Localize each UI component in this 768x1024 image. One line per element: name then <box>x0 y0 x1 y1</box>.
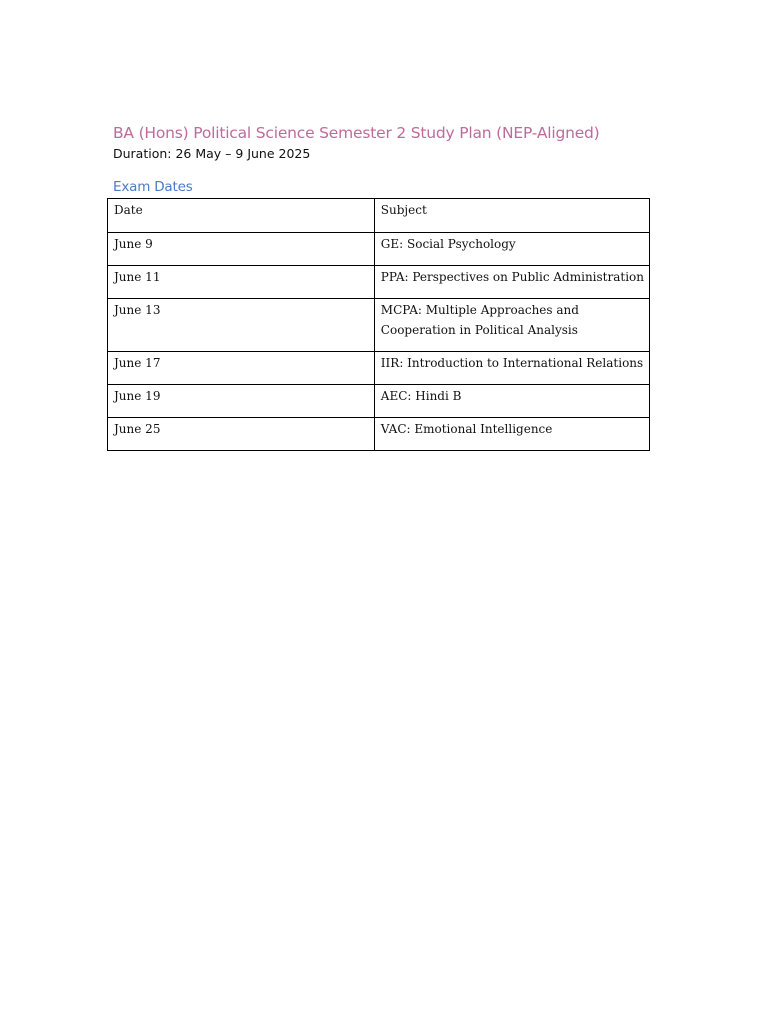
subject-cell <box>374 299 649 352</box>
table-row <box>108 352 650 385</box>
exam-dates-table <box>107 198 650 451</box>
date-cell: June 9 <box>108 233 375 266</box>
date-cell: June 11 <box>108 266 375 299</box>
date-cell: June 13 <box>108 299 375 352</box>
header-date: Date <box>108 199 375 233</box>
table-row <box>108 385 650 418</box>
table-row <box>108 266 650 299</box>
subject-text-line-1: MCPA: Multiple Approaches and <box>380 303 579 317</box>
subject-cell <box>374 418 649 451</box>
table-header-row <box>108 199 650 233</box>
subject-text-line-2: Cooperation in Political Analysis <box>380 322 578 337</box>
document-duration: Duration: 26 May – 9 June 2025 <box>113 146 311 161</box>
table-row <box>108 418 650 451</box>
subject-cell <box>374 352 649 385</box>
subject-cell <box>374 233 649 266</box>
date-cell: June 25 <box>108 418 375 451</box>
date-cell: June 17 <box>108 352 375 385</box>
subject-text: VAC: Emotional Intelligence <box>380 422 553 436</box>
subject-text: IIR: Introduction to International Relations <box>380 356 644 370</box>
table-row <box>108 299 650 352</box>
subject-text: GE: Social Psychology <box>380 237 516 251</box>
header-subject: Subject <box>374 199 649 233</box>
exam-dates-heading: Exam Dates <box>113 179 193 195</box>
document-title: BA (Hons) Political Science Semester 2 Study Plan (NEP-Aligned) <box>113 124 600 142</box>
subject-cell <box>374 385 649 418</box>
subject-text: PPA: Perspectives on Public Administration <box>380 270 644 284</box>
date-cell: June 19 <box>108 385 375 418</box>
subject-text: AEC: Hindi B <box>380 389 462 403</box>
subject-cell <box>374 266 649 299</box>
table-row <box>108 233 650 266</box>
